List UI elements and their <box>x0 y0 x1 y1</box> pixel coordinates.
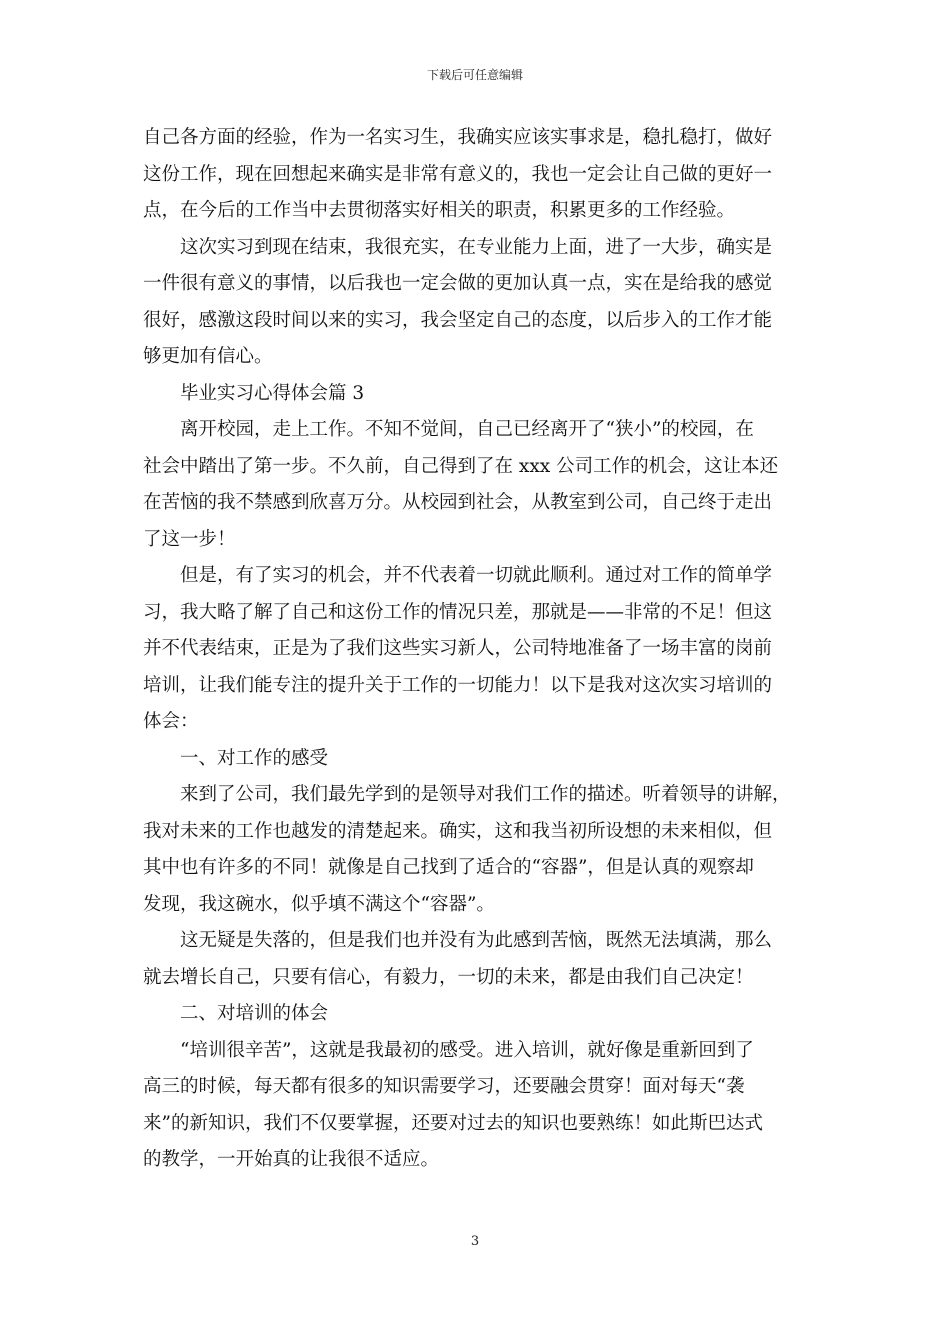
text-line: 点，在今后的工作当中去贯彻落实好相关的职责，积累更多的工作经验。 <box>143 200 736 221</box>
document-body <box>143 120 811 1179</box>
paragraph <box>143 923 811 996</box>
text-line: 来”的新知识，我们不仅要掌握，还要对过去的知识也要熟练！如此斯巴达式 <box>143 1112 763 1134</box>
text-line: 其中也有许多的不同！就像是自己找到了适合的“容器”，但是认真的观察却 <box>143 857 754 878</box>
text-line: 一件很有意义的事情，以后我也一定会做的更加认真一点，实在是给我的感觉 <box>143 273 773 294</box>
text-line: 自己各方面的经验，作为一名实习生，我确实应该实事求是，稳扎稳打，做好 <box>143 127 773 148</box>
paragraph <box>143 120 811 230</box>
text-line: 二、对培训的体会 <box>180 1003 329 1024</box>
section-heading <box>143 996 811 1033</box>
text-line: 的教学，一开始真的让我很不适应。 <box>143 1149 440 1170</box>
text-line: 发现，我这碗水，似乎填不满这个“容器”。 <box>143 893 495 915</box>
paragraph <box>143 558 811 741</box>
text-line: 就去增长自己，只要有信心，有毅力，一切的未来，都是由我们自己决定！ <box>143 966 754 988</box>
text-line: 离开校园，走上工作。不知不觉间，自己已经离开了“狭小”的校园，在 <box>180 419 754 440</box>
text-line: “培训很辛苦”，这就是我最初的感受。进入培训，就好像是重新回到了 <box>180 1039 754 1061</box>
text-line: 我对未来的工作也越发的清楚起来。确实，这和我当初所设想的未来相似，但 <box>143 820 773 842</box>
text-line: 培训，让我们能专注的提升关于工作的一切能力！以下是我对这次实习培训的 <box>143 674 773 696</box>
text-line: 毕业实习心得体会篇 3 <box>180 382 365 404</box>
text-line: 够更加有信心。 <box>143 346 273 367</box>
paragraph <box>143 412 811 558</box>
text-line: 了这一步！ <box>143 528 236 550</box>
text-line: 在苦恼的我不禁感到欣喜万分。从校园到社会，从教室到公司，自己终于走出 <box>143 492 773 513</box>
text-line: 来到了公司，我们最先学到的是领导对我们工作的描述。听着领导的讲解， <box>180 784 791 805</box>
section-heading <box>143 376 811 413</box>
paragraph <box>143 230 811 376</box>
text-line: 体会： <box>143 711 199 732</box>
text-line: 社会中踏出了第一步。不久前，自己得到了在 xxx 公司工作的机会，这让本还 <box>143 455 779 477</box>
text-line: 这无疑是失落的，但是我们也并没有为此感到苦恼，既然无法填满，那么 <box>180 930 773 951</box>
text-line: 但是，有了实习的机会，并不代表着一切就此顺利。通过对工作的简单学 <box>180 565 773 586</box>
paragraph <box>143 777 811 923</box>
text-line: 这次实习到现在结束，我很充实，在专业能力上面，进了一大步，确实是 <box>180 236 773 258</box>
text-line: 很好，感激这段时间以来的实习，我会坚定自己的态度，以后步入的工作才能 <box>143 309 773 331</box>
text-line: 这份工作，现在回想起来确实是非常有意义的，我也一定会让自己做的更好一 <box>143 163 773 185</box>
text-line: 并不代表结束，正是为了我们这些实习新人，公司特地准备了一场丰富的岗前 <box>143 638 773 659</box>
section-heading <box>143 741 811 778</box>
text-line: 高三的时候，每天都有很多的知识需要学习，还要融会贯穿！面对每天“袭 <box>143 1076 745 1097</box>
paragraph <box>143 1033 811 1179</box>
text-line: 一、对工作的感受 <box>180 747 329 769</box>
page-number: 3 <box>470 1234 480 1249</box>
text-line: 习，我大略了解了自己和这份工作的情况只差，那就是——非常的不足！但这 <box>143 601 773 623</box>
page-header: 下载后可任意编辑 <box>426 68 523 82</box>
